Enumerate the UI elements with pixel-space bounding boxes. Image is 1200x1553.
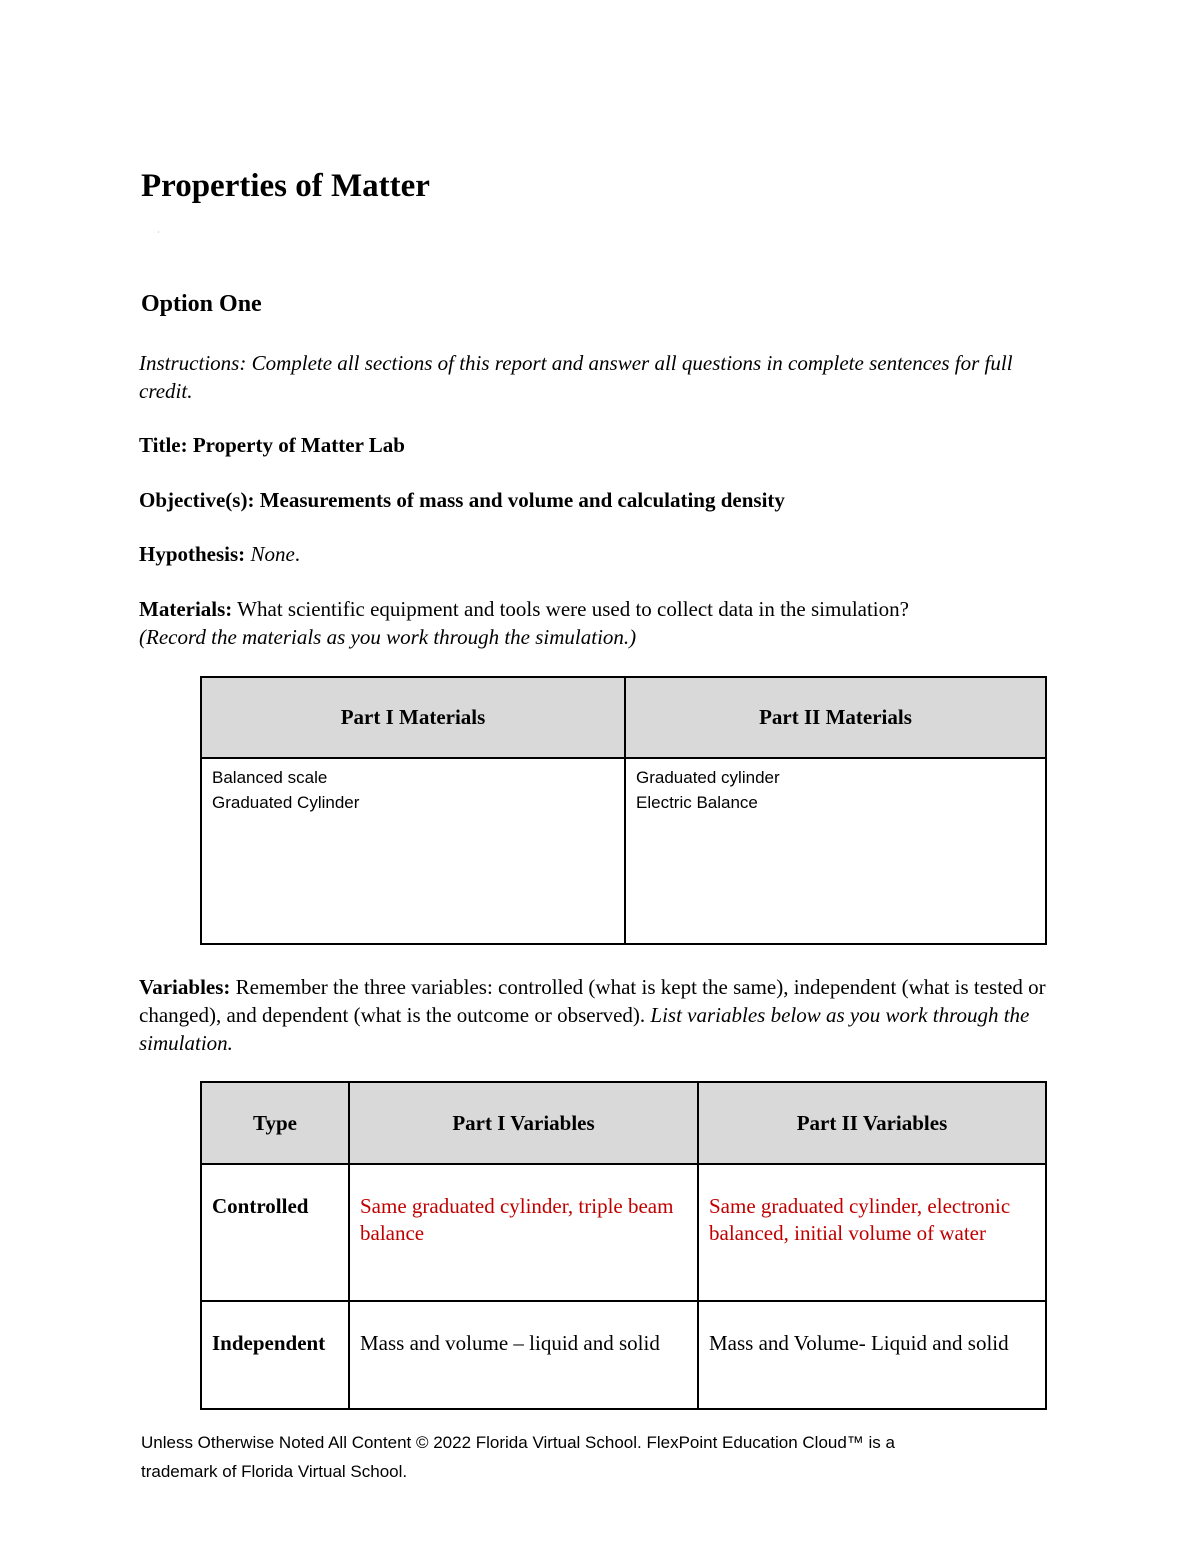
variables-text: Remember the three variables: controlled (what is kept the same), independent (what is tested or changed), and dependent (what is the outcome or observed).	[139, 975, 1046, 1027]
footer	[141, 1428, 1041, 1486]
list-item: Balanced scale	[212, 768, 328, 787]
independent-part1: Mass and volume – liquid and solid	[349, 1301, 698, 1409]
materials-header-part2: Part II Materials	[625, 677, 1046, 758]
materials-header-part1: Part I Materials	[201, 677, 625, 758]
hypothesis-label: Hypothesis:	[139, 542, 246, 566]
variables-paragraph	[139, 973, 1054, 1057]
list-item: Graduated Cylinder	[212, 793, 360, 812]
independent-part2: Mass and Volume- Liquid and solid	[698, 1301, 1046, 1409]
materials-label: Materials:	[139, 597, 233, 621]
materials-paragraph	[139, 595, 1059, 651]
variables-header-part1: Part I Variables	[349, 1082, 698, 1164]
hypothesis-value: None	[250, 542, 295, 566]
lab-title-label: Title:	[139, 433, 188, 457]
stray-mark: ·	[157, 228, 160, 237]
objective-line	[139, 486, 1059, 514]
controlled-part2: Same graduated cylinder, electronic balanced, initial volume of water	[698, 1164, 1046, 1301]
page-title: Properties of Matter	[141, 168, 430, 204]
row-type-independent: Independent	[201, 1301, 349, 1409]
lab-title-value: Property of Matter Lab	[192, 433, 405, 457]
footer-line1: Unless Otherwise Noted All Content © 2022 Florida Virtual School. FlexPoint Education Cloud™ is a	[141, 1433, 895, 1452]
materials-cell-part1	[201, 758, 625, 944]
lab-title-line	[139, 431, 1059, 459]
hypothesis-line: Hypothesis: None.	[139, 542, 301, 566]
option-heading: Option One	[141, 291, 262, 317]
variables-label: Variables:	[139, 975, 231, 999]
variables-note: List variables below as you work through the simulation.	[139, 1003, 1030, 1055]
variables-table	[200, 1081, 1047, 1410]
materials-question: What scientific equipment and tools were used to collect data in the simulation?	[237, 597, 909, 621]
objective-value: Measurements of mass and volume and calculating density	[259, 488, 785, 512]
objective-label: Objective(s):	[139, 488, 255, 512]
variables-header-type: Type	[201, 1082, 349, 1164]
materials-cell-part2	[625, 758, 1046, 944]
list-item: Graduated cylinder	[636, 768, 780, 787]
materials-table	[200, 676, 1047, 945]
list-item: Electric Balance	[636, 793, 758, 812]
instructions: Instructions: Complete all sections of this report and answer all questions in complete sentences for full credit.	[139, 351, 1013, 403]
footer-line2: trademark of Florida Virtual School.	[141, 1462, 408, 1481]
controlled-part1: Same graduated cylinder, triple beam balance	[349, 1164, 698, 1301]
materials-note: (Record the materials as you work through the simulation.)	[139, 625, 637, 649]
row-type-controlled: Controlled	[201, 1164, 349, 1301]
variables-header-part2: Part II Variables	[698, 1082, 1046, 1164]
